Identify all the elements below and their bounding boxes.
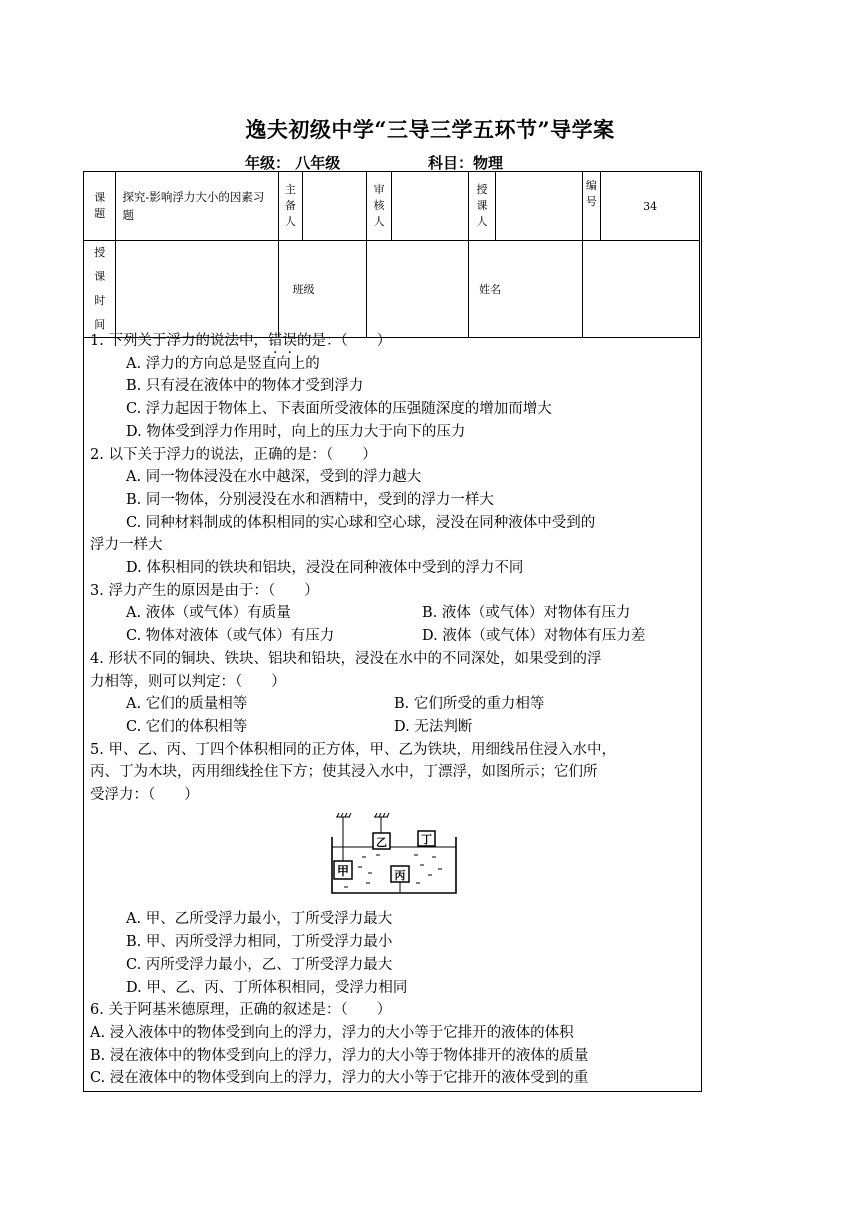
- q4-stem-cont: 力相等，则可以判定：（ ）: [90, 673, 286, 690]
- time-label-cell: [84, 241, 116, 338]
- reviewer-value[interactable]: [392, 172, 469, 241]
- number-label: 编号: [585, 179, 597, 208]
- teacher-label-cell: [469, 172, 496, 241]
- ceiling-hatch-right: [374, 813, 389, 817]
- q3-option-b[interactable]: B. 液体（或气体）对物体有压力: [422, 605, 631, 622]
- subject-label: 科目：物理: [428, 154, 504, 172]
- topic-label-cell: [84, 172, 116, 241]
- teacher-value[interactable]: [495, 172, 582, 241]
- name-value[interactable]: [582, 241, 699, 338]
- q4-option-c[interactable]: C. 它们的体积相等: [126, 718, 248, 735]
- q4-option-a[interactable]: A. 它们的质量相等: [126, 696, 248, 713]
- q2-stem: 2. 以下关于浮力的说法，正确的是：（ ）: [90, 446, 377, 463]
- q2-option-a[interactable]: A. 同一物体浸没在水中越深，受到的浮力越大: [126, 469, 422, 486]
- label-jia: 甲: [336, 863, 350, 878]
- class-value[interactable]: [366, 241, 468, 338]
- q4-options-row2: [126, 716, 697, 739]
- time-value[interactable]: [116, 241, 278, 338]
- q3-option-d[interactable]: D. 液体（或气体）对物体有压力差: [422, 628, 646, 645]
- grade-label: 年级： 八年级: [245, 154, 341, 172]
- q6-option-c[interactable]: C. 浸在液体中的物体受到向上的浮力，浮力的大小等于它排开的液体受到的重: [90, 1070, 589, 1087]
- teacher-label: 授课人: [476, 183, 488, 228]
- reviewer-label: 审核人: [373, 183, 385, 228]
- q5-option-d[interactable]: D. 甲、乙、丙、丁所体积相同，受浮力相同: [126, 979, 408, 996]
- q5-line3: 受浮力：（ ）: [90, 787, 199, 804]
- q1-option-d[interactable]: D. 物体受到浮力作用时，向上的压力大于向下的压力: [126, 423, 466, 440]
- q5-line2: 丙、丁为木块，丙用细线拴住下方；使其浸入水中，丁漂浮，如图所示；它们所: [90, 764, 598, 781]
- q4-stem: 4. 形状不同的铜块、铁块、铝块和铅块，浸没在水中的不同深处，如果受到的浮: [90, 650, 602, 667]
- topic-value: 探究-影响浮力大小的因素习题: [116, 172, 278, 241]
- label-yi: 乙: [376, 835, 387, 849]
- class-label: 班级: [278, 241, 366, 338]
- q6-stem: 6. 关于阿基米德原理，正确的叙述是：（ ）: [90, 1002, 392, 1019]
- q5-option-c[interactable]: C. 丙所受浮力最小，乙、丁所受浮力最大: [126, 956, 393, 973]
- q3-stem: 3. 浮力产生的原因是由于：（ ）: [90, 582, 319, 599]
- number-label-cell: [582, 172, 601, 241]
- ceiling-hatch-left: [336, 813, 351, 817]
- worksheet-frame: [83, 171, 702, 1092]
- q5-option-b[interactable]: B. 甲、丙所受浮力相同，丁所受浮力最小: [126, 934, 393, 951]
- label-bing: 丙: [394, 868, 406, 882]
- name-label: 姓名: [469, 241, 582, 338]
- q2-option-c[interactable]: C. 同种材料制成的体积相同的实心球和空心球，浸没在同种液体中受到的: [126, 514, 596, 531]
- q4-option-b[interactable]: B. 它们所受的重力相等: [394, 696, 545, 713]
- q2-option-d[interactable]: D. 体积相同的铁块和铝块，浸没在同种液体中受到的浮力不同: [126, 560, 524, 577]
- q2-option-b[interactable]: B. 同一物体，分别浸没在水和酒精中，受到的浮力一样大: [126, 491, 494, 508]
- preparer-label-cell: [278, 172, 303, 241]
- topic-label: 课题: [94, 191, 106, 220]
- q1-option-a[interactable]: A. 浮力的方向总是竖直向上的: [126, 355, 320, 372]
- q1-emphasis: 错误: [267, 333, 297, 349]
- q6-option-b[interactable]: B. 浸在液体中的物体受到向上的浮力，浮力的大小等于物体排开的液体的质量: [90, 1047, 589, 1064]
- q1-option-b[interactable]: B. 只有浸在液体中的物体才受到浮力: [126, 378, 364, 395]
- reviewer-label-cell: [366, 172, 392, 241]
- q4-option-d[interactable]: D. 无法判断: [394, 718, 473, 735]
- q5-option-a[interactable]: A. 甲、乙所受浮力最小，丁所受浮力最大: [126, 911, 393, 928]
- q3-options-row1: [126, 602, 697, 625]
- preparer-value[interactable]: [303, 172, 366, 241]
- q1-stem: 1. 下列关于浮力的说法中，错误的是：（ ）: [90, 333, 392, 349]
- q2-option-c-cont: 浮力一样大: [90, 537, 163, 554]
- q6-option-a[interactable]: A. 浸入液体中的物体受到向上的浮力，浮力的大小等于它排开的液体的体积: [90, 1024, 574, 1041]
- buoyancy-diagram: [328, 813, 460, 895]
- info-table: [83, 171, 700, 338]
- time-label: 授课时间: [94, 246, 106, 331]
- q3-option-a[interactable]: A. 液体（或气体）有质量: [126, 605, 291, 622]
- preparer-label: 主备人: [284, 183, 296, 228]
- label-ding: 丁: [421, 832, 432, 846]
- q3-options-row2: [126, 625, 697, 648]
- q4-options-row1: [126, 693, 697, 716]
- q1-option-c[interactable]: C. 浮力起因于物体上、下表面所受液体的压强随深度的增加而增大: [126, 401, 552, 418]
- q3-option-c[interactable]: C. 物体对液体（或气体）有压力: [126, 628, 335, 645]
- page-title: 逸夫初级中学“三导三学五环节”导学案: [245, 117, 615, 142]
- number-value: 34: [601, 172, 700, 241]
- questions-body: [90, 330, 697, 1090]
- q5-line1: 5. 甲、乙、丙、丁四个体积相同的正方体，甲、乙为铁块，用细线吊住浸入水中，: [90, 741, 616, 758]
